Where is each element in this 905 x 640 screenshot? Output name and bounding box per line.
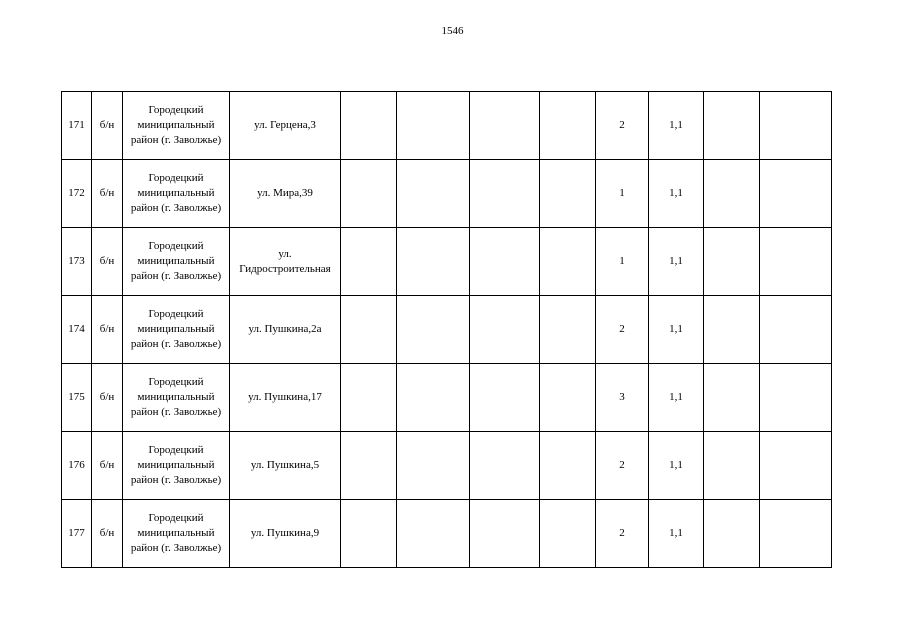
address-cell: ул. Герцена,3	[230, 92, 341, 160]
count-cell: 3	[596, 364, 649, 432]
count-cell: 2	[596, 296, 649, 364]
address-cell: ул. Пушкина,17	[230, 364, 341, 432]
empty-cell	[540, 160, 596, 228]
value-cell: 1,1	[649, 296, 704, 364]
address-cell: ул. Пушкина,2а	[230, 296, 341, 364]
table-row	[62, 92, 832, 160]
empty-cell	[704, 296, 760, 364]
row-number-cell: 173	[62, 228, 92, 296]
empty-cell	[397, 500, 470, 568]
count-cell: 2	[596, 500, 649, 568]
empty-cell	[540, 228, 596, 296]
value-cell: 1,1	[649, 160, 704, 228]
empty-cell	[341, 92, 397, 160]
empty-cell	[760, 92, 832, 160]
count-cell: 2	[596, 92, 649, 160]
empty-cell	[760, 432, 832, 500]
address-cell: ул. Мира,39	[230, 160, 341, 228]
row-number-cell: 172	[62, 160, 92, 228]
empty-cell	[397, 296, 470, 364]
empty-cell	[470, 296, 540, 364]
empty-cell	[704, 432, 760, 500]
code-cell: б/н	[92, 296, 123, 364]
empty-cell	[540, 432, 596, 500]
count-cell: 1	[596, 228, 649, 296]
empty-cell	[760, 160, 832, 228]
empty-cell	[540, 92, 596, 160]
empty-cell	[341, 228, 397, 296]
code-cell: б/н	[92, 364, 123, 432]
empty-cell	[760, 296, 832, 364]
empty-cell	[470, 432, 540, 500]
empty-cell	[397, 92, 470, 160]
district-cell: Городецкий миниципальный район (г. Заволжье)	[123, 92, 230, 160]
table-row	[62, 500, 832, 568]
empty-cell	[470, 228, 540, 296]
empty-cell	[470, 160, 540, 228]
empty-cell	[760, 228, 832, 296]
row-number-cell: 171	[62, 92, 92, 160]
value-cell: 1,1	[649, 92, 704, 160]
empty-cell	[704, 92, 760, 160]
value-cell: 1,1	[649, 432, 704, 500]
empty-cell	[704, 160, 760, 228]
code-cell: б/н	[92, 228, 123, 296]
empty-cell	[540, 296, 596, 364]
empty-cell	[470, 364, 540, 432]
count-cell: 2	[596, 432, 649, 500]
district-cell: Городецкий миниципальный район (г. Заволжье)	[123, 432, 230, 500]
district-cell: Городецкий миниципальный район (г. Заволжье)	[123, 296, 230, 364]
empty-cell	[341, 296, 397, 364]
table-row	[62, 432, 832, 500]
row-number-cell: 175	[62, 364, 92, 432]
empty-cell	[760, 500, 832, 568]
empty-cell	[341, 364, 397, 432]
count-cell: 1	[596, 160, 649, 228]
table-row	[62, 228, 832, 296]
address-cell: ул. Пушкина,9	[230, 500, 341, 568]
value-cell: 1,1	[649, 364, 704, 432]
code-cell: б/н	[92, 500, 123, 568]
registry-table	[61, 91, 832, 568]
empty-cell	[341, 432, 397, 500]
empty-cell	[341, 160, 397, 228]
district-cell: Городецкий миниципальный район (г. Заволжье)	[123, 364, 230, 432]
value-cell: 1,1	[649, 228, 704, 296]
district-cell: Городецкий миниципальный район (г. Заволжье)	[123, 500, 230, 568]
table-row	[62, 296, 832, 364]
value-cell: 1,1	[649, 500, 704, 568]
district-cell: Городецкий миниципальный район (г. Заволжье)	[123, 160, 230, 228]
address-cell: ул. Пушкина,5	[230, 432, 341, 500]
row-number-cell: 174	[62, 296, 92, 364]
table-row	[62, 160, 832, 228]
empty-cell	[704, 364, 760, 432]
empty-cell	[470, 92, 540, 160]
code-cell: б/н	[92, 432, 123, 500]
district-cell: Городецкий миниципальный район (г. Заволжье)	[123, 228, 230, 296]
address-cell: ул. Гидростроительная	[230, 228, 341, 296]
empty-cell	[341, 500, 397, 568]
empty-cell	[540, 364, 596, 432]
row-number-cell: 177	[62, 500, 92, 568]
empty-cell	[397, 364, 470, 432]
code-cell: б/н	[92, 92, 123, 160]
empty-cell	[540, 500, 596, 568]
empty-cell	[704, 500, 760, 568]
code-cell: б/н	[92, 160, 123, 228]
empty-cell	[760, 364, 832, 432]
page-number: 1546	[441, 25, 464, 37]
row-number-cell: 176	[62, 432, 92, 500]
empty-cell	[704, 228, 760, 296]
table-row	[62, 364, 832, 432]
empty-cell	[470, 500, 540, 568]
empty-cell	[397, 160, 470, 228]
empty-cell	[397, 228, 470, 296]
empty-cell	[397, 432, 470, 500]
